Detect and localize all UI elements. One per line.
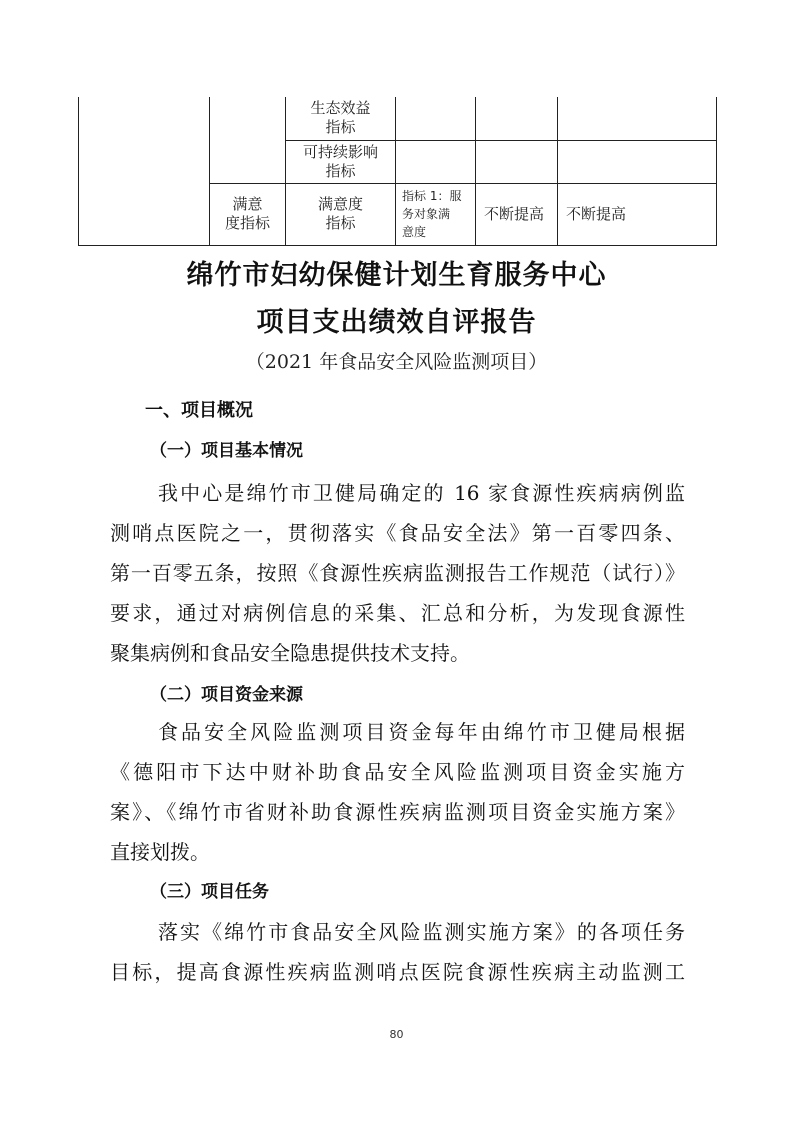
- actual-value-cell: [558, 140, 717, 183]
- paragraph-funding-source: [110, 712, 685, 872]
- actual-value-cell: 不断提高: [558, 183, 717, 245]
- indicator-name-cell: 生态效益 指标: [286, 97, 396, 140]
- paragraph-line: 落实《绵竹市食品安全风险监测实施方案》的各项任务: [158, 920, 685, 944]
- actual-value-cell: [558, 97, 717, 140]
- subsection-heading-tasks: （三）项目任务: [150, 882, 269, 902]
- table-cell-blank: [79, 97, 210, 245]
- page-number: 80: [389, 1028, 404, 1041]
- report-title-line-2: 项目支出绩效自评报告: [256, 307, 537, 338]
- indicator-name-cell: 满意度 指标: [286, 183, 396, 245]
- paragraph-line: 目标，提高食源性疾病监测哨点医院食源性疾病主动监测工: [110, 960, 685, 984]
- indicator-detail-cell: [396, 97, 476, 140]
- table-row: [79, 97, 717, 140]
- performance-indicator-table: [78, 97, 717, 246]
- target-value-cell: [476, 97, 558, 140]
- paragraph-basic-info: [110, 473, 685, 673]
- paragraph-line: 直接划拨。: [110, 840, 210, 864]
- paragraph-line: 案》、《绵竹市省财补助食源性疾病监测项目资金实施方案》: [110, 800, 685, 824]
- section-heading-overview: 一、项目概况: [145, 400, 253, 421]
- paragraph-line: 要求，通过对病例信息的采集、汇总和分析，为发现食源性: [110, 601, 685, 625]
- indicator-detail-cell: 指标 1：服 务对象满 意度: [396, 183, 476, 245]
- paragraph-line: 聚集病例和食品安全隐患提供技术支持。: [110, 641, 470, 665]
- paragraph-line: 食品安全风险监测项目资金每年由绵竹市卫健局根据: [158, 720, 685, 744]
- indicator-name-cell: 可持续影响 指标: [286, 140, 396, 183]
- paragraph-tasks: [110, 912, 685, 992]
- target-value-cell: [476, 140, 558, 183]
- report-title-line-1: 绵竹市妇幼保健计划生育服务中心: [186, 260, 607, 291]
- paragraph-line: 《德阳市下达中财补助食品安全风险监测项目资金实施方: [110, 760, 685, 784]
- table-cell-blank: [210, 97, 286, 183]
- target-value-cell: 不断提高: [476, 183, 558, 245]
- category-cell: 满意 度指标: [210, 183, 286, 245]
- report-subtitle: （2021 年食品安全风险监测项目）: [245, 351, 548, 373]
- paragraph-line: 测哨点医院之一，贯彻落实《食品安全法》第一百零四条、: [110, 521, 685, 545]
- subsection-heading-funding-source: （二）项目资金来源: [150, 685, 303, 705]
- paragraph-line: 我中心是绵竹市卫健局确定的 16 家食源性疾病病例监: [158, 481, 685, 505]
- indicator-detail-cell: [396, 140, 476, 183]
- paragraph-line: 第一百零五条，按照《食源性疾病监测报告工作规范（试行）》: [110, 561, 685, 585]
- subsection-heading-basic-info: （一）项目基本情况: [150, 441, 303, 461]
